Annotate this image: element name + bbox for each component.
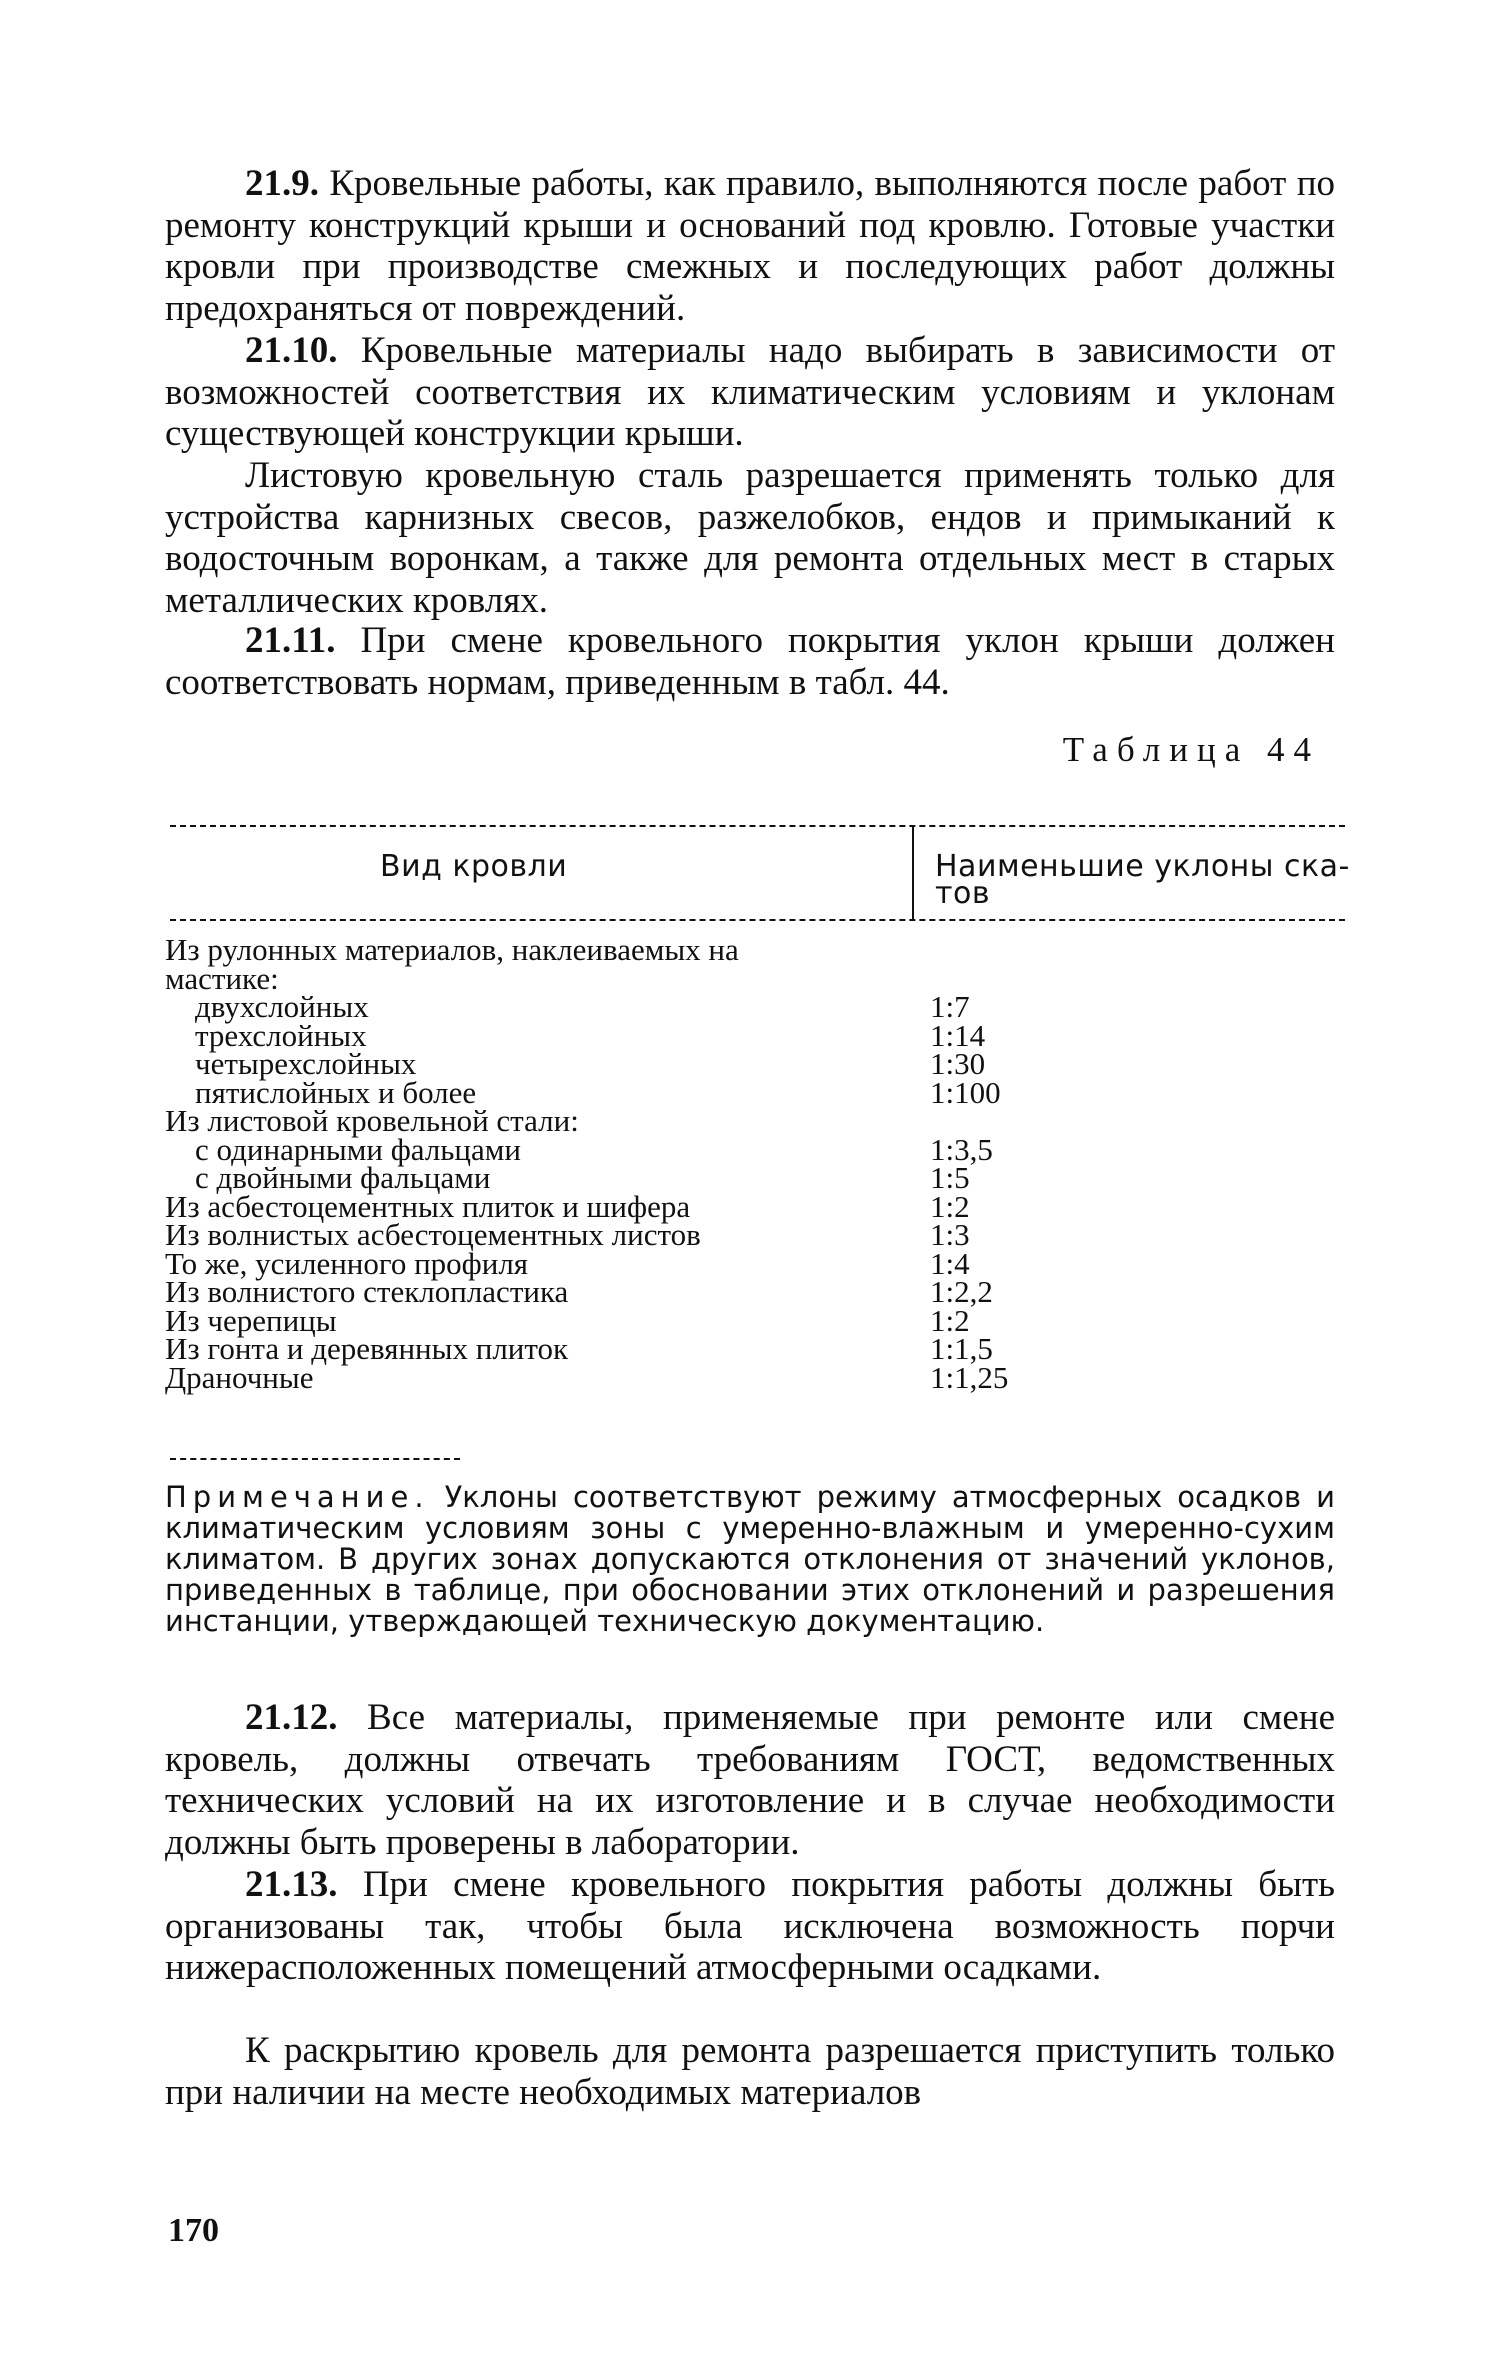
slope-cell: 1:3,5 — [930, 1131, 993, 1167]
note-text: Уклоны соответствуют режиму атмосферных осадков и климатическим условиям зоны с умеренно-влажным и умеренно-сухим климатом. В других зонах допускаются отклонения от значений уклонов, приведенных в таблице, при обосновании этих отклонений и разрешения инстанции, утверждающей техническую документацию. — [165, 1480, 1335, 1638]
roof-type-cell: Из черепицы — [165, 1302, 337, 1338]
table-header-rule — [170, 919, 1345, 921]
slope-cell: 1:1,5 — [930, 1331, 993, 1366]
table-note — [165, 1482, 1335, 1637]
roof-type-cell: То же, усиленного профиля — [165, 1245, 529, 1281]
paragraph-roof-opening — [165, 2030, 1335, 2113]
roof-type-cell: Из листовой кровельной стали: — [165, 1103, 579, 1138]
paragraph-21-11 — [165, 620, 1335, 703]
clause-number: 21.12. — [245, 1697, 338, 1738]
column-header-roof-type: Вид кровли — [380, 849, 568, 884]
roof-type-cell: Из гонта и деревянных плиток — [165, 1331, 569, 1366]
table-row — [165, 1274, 1345, 1309]
table-body — [165, 932, 1345, 1395]
roof-type-cell: с двойными фальцами — [195, 1160, 491, 1195]
table-caption: Таблица 44 — [1062, 730, 1320, 769]
table-row — [165, 932, 1345, 967]
slope-cell: 1:14 — [930, 1017, 986, 1053]
roof-type-cell: Из волнистого стеклопластика — [165, 1274, 569, 1309]
paragraph-sheet-steel — [165, 455, 1335, 621]
slope-cell: 1:3 — [930, 1217, 970, 1252]
clause-number: 21.13. — [245, 1864, 338, 1905]
roof-type-cell: Из рулонных материалов, наклеиваемых на — [165, 932, 739, 967]
slope-cell: 1:5 — [930, 1160, 970, 1195]
clause-number: 21.11. — [245, 620, 336, 661]
clause-number: 21.10. — [245, 330, 338, 371]
table-row — [165, 1359, 1345, 1395]
roof-type-cell: Из асбестоцементных плиток и шифера — [165, 1188, 691, 1224]
slope-cell: 1:100 — [930, 1074, 1001, 1110]
paragraph-text: Все материалы, применяемые при ремонте или смене кровель, должны отвечать требованиям ГОСТ, ведомственных технических условий на их изготовление и в случае необходимости должны быть проверены в лаборатории. — [165, 1697, 1335, 1863]
slope-cell: 1:30 — [930, 1046, 986, 1081]
table-top-rule — [170, 825, 1345, 827]
page-number: 170 — [168, 2212, 219, 2249]
roof-type-cell: Из волнистых асбестоцементных листов — [165, 1217, 701, 1252]
roof-type-cell: четырехслойных — [195, 1046, 417, 1081]
roof-type-cell: двухслойных — [195, 989, 369, 1024]
note-lead: Примечание. — [165, 1480, 430, 1514]
slope-cell: 1:2 — [930, 1302, 970, 1338]
paragraph-text: При смене кровельного покрытия работы должны быть организованы так, чтобы была исключена возможность порчи нижерасположенных помещений атмосферными осадками. — [165, 1864, 1335, 1988]
column-header-slope-line1: Наименьшие уклоны ска- — [935, 849, 1350, 884]
table-row — [165, 1331, 1345, 1366]
roof-type-cell: с одинарными фальцами — [195, 1131, 521, 1167]
slope-cell: 1:2,2 — [930, 1274, 993, 1309]
note-separator — [170, 1458, 460, 1460]
paragraph-text: При смене кровельного покрытия уклон крыши должен соответствовать нормам, приведенным в табл. 44. — [165, 620, 1335, 703]
roof-type-cell: пятислойных и более — [195, 1074, 477, 1110]
paragraph-21-13 — [165, 1864, 1335, 1989]
slope-cell: 1:4 — [930, 1245, 970, 1281]
slope-cell: 1:7 — [930, 989, 970, 1024]
roof-type-cell: Драночные — [165, 1359, 314, 1395]
paragraph-text: К раскрытию кровель для ремонта разрешается приступить только при наличии на месте необходимых материалов — [165, 2030, 1335, 2113]
paragraph-21-10 — [165, 330, 1335, 455]
slope-cell: 1:2 — [930, 1188, 970, 1224]
paragraph-21-12 — [165, 1697, 1335, 1863]
table-column-divider — [912, 826, 914, 920]
column-header-slope-line2: тов — [935, 876, 991, 911]
clause-number: 21.9. — [245, 163, 319, 204]
paragraph-text: Листовую кровельную сталь разрешается применять только для устройства карнизных свесов, разжелобков, ендов и примыканий к водосточным воронкам, а также для ремонта отдельных мест в старых металлических кровлях. — [165, 455, 1335, 621]
roof-type-cell: мастике: — [165, 960, 279, 996]
slope-cell: 1:1,25 — [930, 1359, 1009, 1395]
paragraph-text: Кровельные материалы надо выбирать в зависимости от возможностей соответствия их климатическим условиям и уклонам существующей конструкции крыши. — [165, 330, 1335, 454]
roof-type-cell: трехслойных — [195, 1017, 367, 1053]
paragraph-21-9 — [165, 163, 1335, 329]
paragraph-text: Кровельные работы, как правило, выполняются после работ по ремонту конструкций крыши и оснований под кровлю. Готовые участки кровли при производстве смежных и последующих работ должны предохраняться от повреждений. — [165, 163, 1335, 329]
